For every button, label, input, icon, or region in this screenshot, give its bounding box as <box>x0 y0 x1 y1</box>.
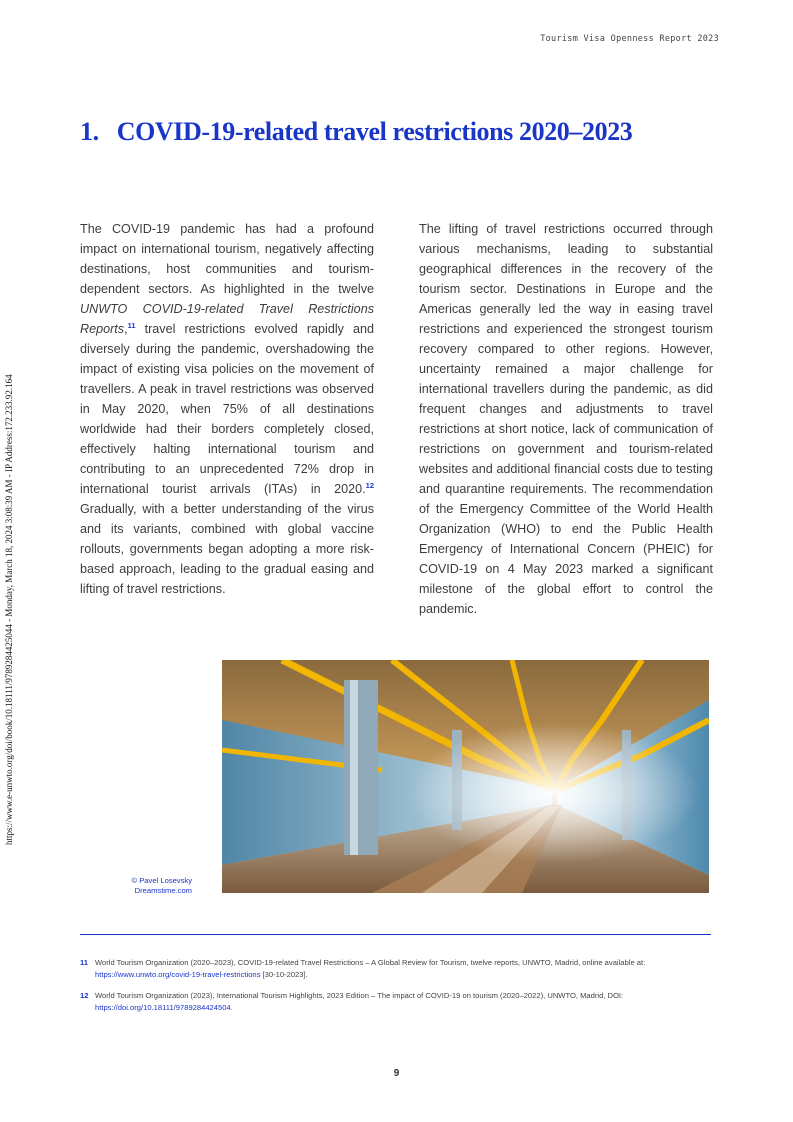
footnote-text <box>95 990 711 1013</box>
right-paragraph: The lifting of travel restrictions occurred through various mechanisms, leading to substantial geographical differences in the recovery of the tourism sector. Destinations in Europe and the Americas generally led the way in easing travel restrictions and experienced the strongest tourism recovery compared to other regions. However, uncertainty remained a major challenge for international travellers during the pandemic, as did frequent changes and adjustments to travel restrictions at short notice, lack of communication of restrictions on government and tourism-related websites and additional financial costs due to testing and quarantine requirements. The recommendation of the Emergency Committee of the World Health Organization (WHO) to end the Public Health Emergency of International Concern (PHEIC) for COVID-19 on 4 May 2023 marked a significant milestone of the global effort to control the pandemic. <box>419 222 713 616</box>
photo-credit <box>80 876 192 895</box>
footnote-12 <box>80 990 711 1013</box>
text-run: . <box>230 1002 233 1012</box>
page-number: 9 <box>393 1068 400 1079</box>
section-title-text: COVID-19-related travel restrictions 2020–2023 <box>116 117 633 146</box>
footnote-number: 11 <box>80 958 89 967</box>
footnote-ref-12[interactable]: 12 <box>365 480 374 490</box>
footnote-divider <box>80 934 711 935</box>
text-run: travel restrictions evolved rapidly and diversely during the pandemic, overshadowing the impact of existing visa policies on the movement of travellers. A peak in travel restrictions was observed in May 2020, when 75% of all destinations worldwide had their borders completely closed, effectively halting international tourism and contributing to an unprecedented 72% drop in international tourist arrivals (ITAs) in 2020. <box>80 322 374 496</box>
text-run: Gradually, with a better understanding of the virus and its variants, combined with global vaccine rollouts, governments began adopting a more risk-based approach, leading to the gradual easing and lifting of travel restrictions. <box>80 502 374 596</box>
airport-terminal-photo <box>222 660 709 893</box>
footnote-link[interactable]: https://www.unwto.org/covid-19-travel-restrictions <box>95 969 261 979</box>
text-run: , <box>124 322 128 336</box>
footnote-ref-11[interactable]: 11 <box>127 320 136 330</box>
report-title-italic: UNWTO COVID-19-related Travel Restrictions Reports <box>80 302 374 336</box>
text-run: World Tourism Organization (2020–2023), COVID-19-related Travel Restrictions – A Global Review for Tourism, twelve reports, UNWTO, Madrid, online available at: <box>95 958 646 967</box>
footnote-number: 12 <box>80 991 89 1000</box>
right-column <box>419 219 713 619</box>
download-watermark: https://www.e-unwto.org/doi/book/10.18111/9789284425044 - Monday, March 18, 2024 3:08:39 AM - IP Address:172.233.92.164 <box>4 374 14 845</box>
photo-credit-line: Dreamstime.com <box>134 885 192 895</box>
text-run: World Tourism Organization (2023), International Tourism Highlights, 2023 Edition – The impact of COVID-19 on tourism (2020–2022), UNWTO, Madrid, DOI: <box>95 991 624 1000</box>
text-run: The COVID-19 pandemic has had a profound impact on international tourism, negatively affecting destinations, host communities and tourism-dependent sectors. As highlighted in the twelve <box>80 222 374 296</box>
left-column <box>80 219 374 599</box>
text-run: [30-10-2023]. <box>260 969 308 979</box>
photo-credit-line: © Pavel Losevsky <box>131 876 192 885</box>
section-number: 1. <box>80 117 99 146</box>
footnote-text <box>95 957 711 980</box>
terminal-illustration <box>222 660 709 893</box>
left-paragraph <box>80 219 374 599</box>
footnote-11 <box>80 957 711 980</box>
running-head: Tourism Visa Openness Report 2023 <box>540 34 719 44</box>
footnote-link[interactable]: https://doi.org/10.18111/9789284424504 <box>95 1002 231 1012</box>
section-title <box>80 117 632 147</box>
